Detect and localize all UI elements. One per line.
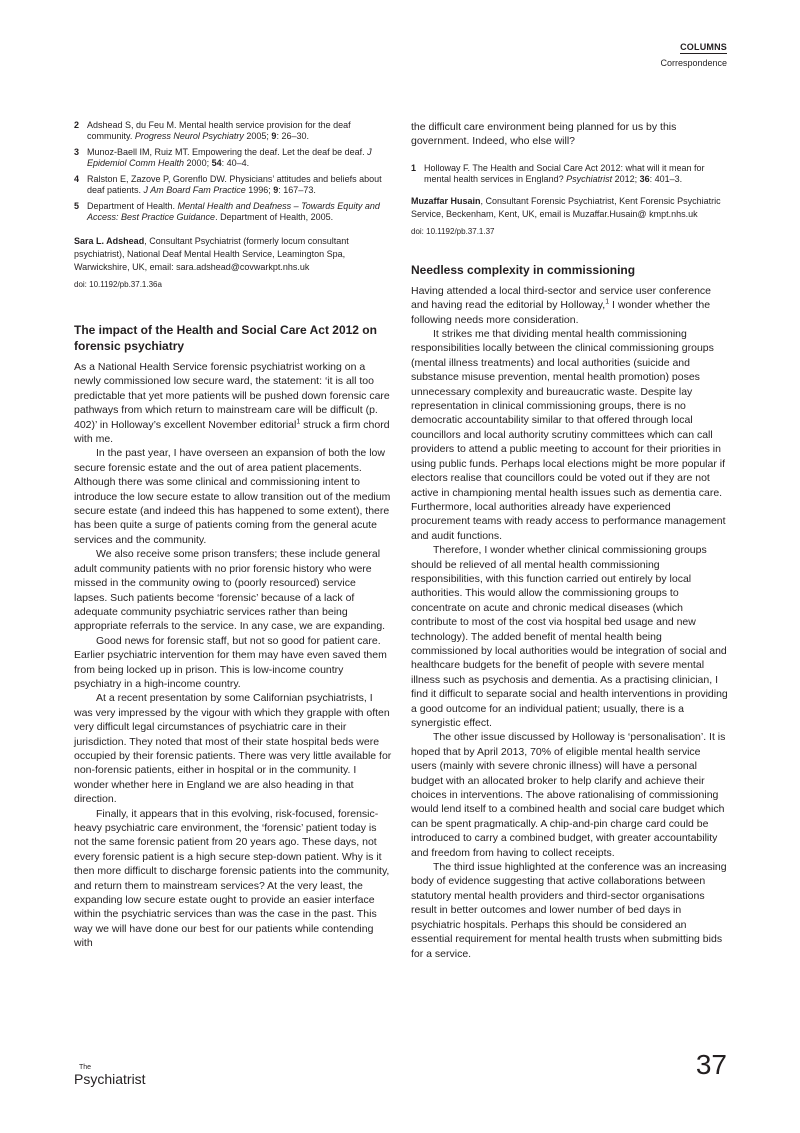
reference-item: 4 Ralston E, Zazove P, Gorenflo DW. Physicians’ attitudes and beliefs about deaf patients. J Am Board Fam Practice 1996; 9: 167–73. — [74, 174, 382, 195]
reference-item: 5 Department of Health. Mental Health and Deafness – Towards Equity and Access: Best Practice Guidance. Department of Health, 2005. — [74, 201, 380, 222]
article-title: Needless complexity in commissioning — [411, 262, 636, 277]
paragraph: the difficult care environment being planned for us by this government. Indeed, who else will? — [411, 121, 677, 148]
author-affiliation: Muzaffar Husain, Consultant Forensic Psychiatrist, Kent Forensic Psychiatric Service, Beckenham, Kent, UK, email is Muzaffar.Husain@ kmpt.nhs.uk — [411, 195, 721, 219]
paragraph: The third issue highlighted at the conference was an increasing body of evidence suggesting that active collaborations between statutory mental health providers and third-sector organisations result in better outcomes and lower number of bed days in psychiatric hospitals. Perhaps this should be considered an essential requirement for mental health trusts when submitting bids for a service. — [411, 861, 727, 960]
article-continuation — [411, 120, 729, 149]
article-body — [74, 360, 392, 951]
paragraph: At a recent presentation by some Californian psychiatrists, I was very impressed by the vigour with which they grapple with often very difficult legal circumstances of psychiatric care in their jurisdiction. They noted that most of their state hospital beds were occupied by their forensic patients. There was very little available for non-forensic patients, either in hospital or in the community. I wonder whether here in England we are also heading in that direction. — [74, 692, 392, 806]
article-body — [411, 284, 729, 961]
left-column — [74, 120, 392, 951]
reference-item: 2 Adshead S, du Feu M. Mental health service provision for the deaf community. Progress Neurol Psychiatry 2005; 9: 26–30. — [74, 120, 351, 141]
running-header — [660, 37, 727, 70]
paragraph: Good news for forensic staff, but not so good for patient care. Earlier psychiatric intervention for them may have even saved them from being locked up in prison. This is low-income country psychiatry in a high-income country. — [74, 634, 387, 690]
article-forensic — [74, 322, 392, 951]
right-column — [411, 120, 729, 961]
reference-item: 1 Holloway F. The Health and Social Care Act 2012: what will it mean for mental health services in England? Psychiatrist 2012; 36: 401–3. — [411, 162, 705, 184]
page-number: 37 — [695, 1049, 727, 1080]
paragraph: It strikes me that dividing mental health commissioning responsibilities locally between the clinical commissioning groups (mental illness treatments) and local authorities (suicide and substance misuse prevention, mental health promotion) poses unnecessary complexity and bureaucratic waste. Despite lay representation in clinical commissioning groups, there is no democratic accountability similar to that offered through local councillors and local authority scrutiny committees which can call providers to attend a public meeting to account for their priorities in using public funds. Perhaps local elections might be more popular if electors realise that councillors could be voted out if they are not active in championing mental health issues such as dementia care. Furthermore, local authorities already have experienced procurement teams with ready access to performance management and audit functions. — [411, 328, 726, 542]
reference-list — [74, 120, 392, 223]
paragraph: In the past year, I have overseen an expansion of both the low secure forensic estate and the out of area patient placements. Although there was some clinical and commissioning intent to introduce the low secure estate to allow transition out of the medium secure estate (and indeed this has happened to some extent), there has been quite a surge of patients coming from the general acute services and the community. — [74, 447, 391, 546]
doi: doi: 10.1192/pb.37.1.37 — [411, 226, 495, 236]
paragraph: We also receive some prison transfers; these include general adult community patients with no prior forensic history who were missed in the community owing to (poorly resourced) service lapses. Such patients become ‘forensic’ because of a lack of adequate community psychiatric services rather than being appropriate referrals to the service. In any case, we are expanding. — [74, 548, 386, 633]
section-label: COLUMNS — [680, 42, 727, 52]
doi: doi: 10.1192/pb.37.1.36a — [74, 280, 162, 289]
reference-item: 3 Munoz-Baell IM, Ruiz MT. Empowering the deaf. Let the deaf be deaf. J Epidemiol Comm Health 2000; 54: 40–4. — [74, 147, 372, 168]
subsection-label: Correspondence — [660, 58, 727, 68]
paragraph: Therefore, I wonder whether clinical commissioning groups should be relieved of all mental health commissioning responsibilities, with this function carried out entirely by local authorities. This would allow the commissioning groups to concentrate on acute and chronic medical diseases (which contribute to most of the cost via hospital bed usage and new technology). The added benefit of mental health being commissioned by local authorities would be integration of social and healthcare budgets for the benefit of people with severe mental illness such as psychosis and dementia. As a practising clinician, I find it difficult to separate social and health interventions in providing a good outcome for an individual patient; usually, there is a synergistic effect. — [411, 544, 728, 729]
paragraph: Having attended a local third-sector and service user conference and having read the editorial by Holloway,$^1$ I wonder whether the following needs more consideration. — [411, 284, 711, 326]
article-title: The impact of the Health and Social Care Act 2012 on forensic psychiatry — [74, 323, 377, 353]
paragraph: The other issue discussed by Holloway is ‘personalisation’. It is hoped that by April 2013, 70% of eligible mental health service users (mainly with severe chronic illness) will have a personal budget with an allocated broker to help clarify and achieve their choices in interventions. The above rationalising of commissioning would lend itself to a combined health and social care budget which can be spent pragmatically. A chip-and-pin charge card could be introduced to carry a combined budget, with greater accountability and freedom from having to collect receipts. — [411, 731, 726, 859]
journal-logo: The Psychiatrist — [74, 1064, 146, 1087]
paragraph: As a National Health Service forensic psychiatrist working on a newly commissioned low secure ward, the statement: ‘it is all too predictable that yet more patients will be pushed down forensic care pathways from which return to mainstream care will be difficult (p. 402)’ in Holloway’s excellent November editorial$^1$ struck a firm chord with me. — [74, 361, 390, 446]
paragraph: Finally, it appears that in this evolving, risk-focused, forensic-heavy psychiatric care environment, the ‘forensic’ patient today is not the same forensic patient from 20 years ago. These days, not every forensic patient is a high secure step-down patient. Why is it then more difficult to discharge forensic patients into the community, and return them to mainstream services? At the very least, the expanding low secure estate ought to provide an easier interface within the psychiatric services than was the case in the past. This way we will have done our best for our patients while contending with — [74, 807, 390, 950]
author-affiliation: Sara L. Adshead, Consultant Psychiatrist (formerly locum consultant psychiatrist), National Deaf Mental Health Service, Leamington Spa, Warwickshire, UK, email: sara.adshead@covwarkpt.nhs.uk — [74, 236, 349, 272]
article-commissioning — [411, 262, 729, 961]
